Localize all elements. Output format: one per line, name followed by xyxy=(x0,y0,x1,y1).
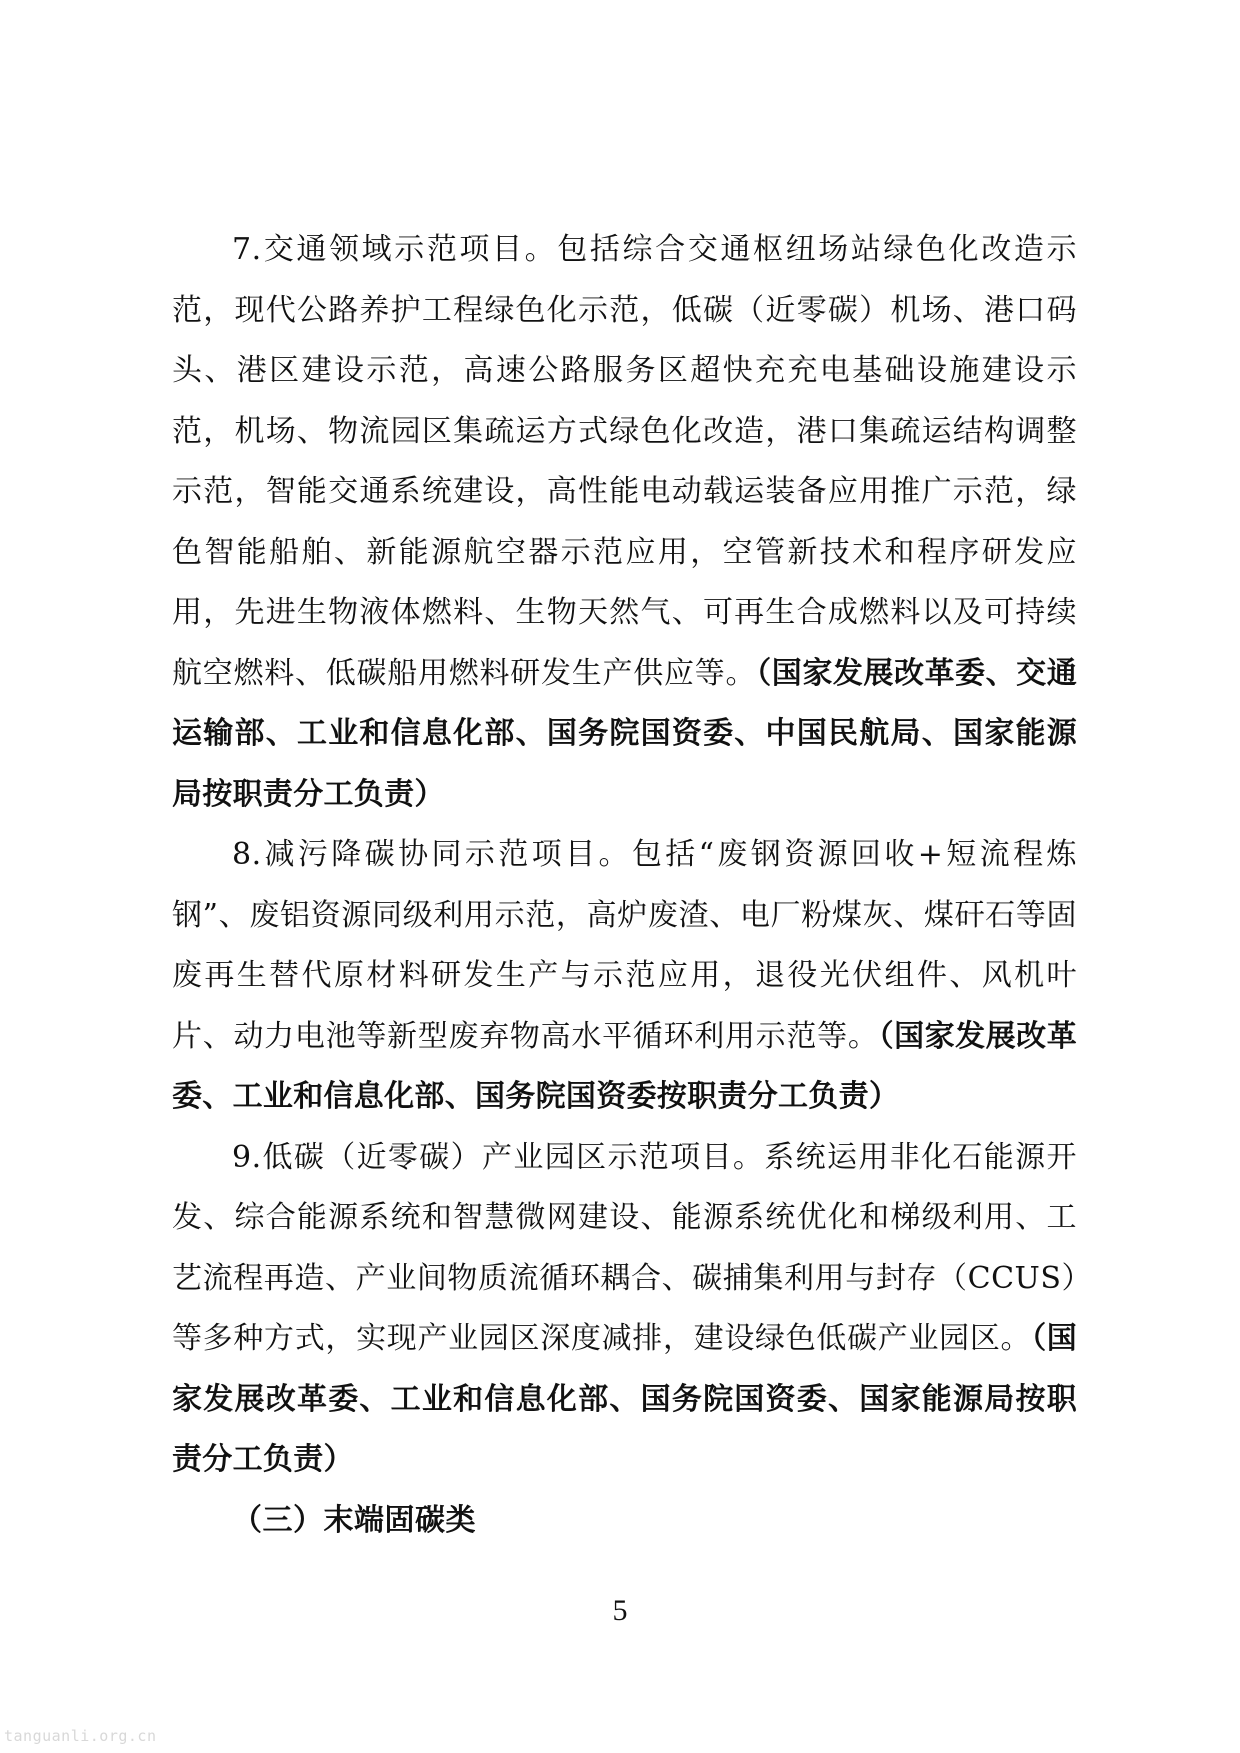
watermark-text: tanguanli.org.cn xyxy=(4,1727,157,1745)
paragraph-lead: 8.减污降碳协同示范项目。 xyxy=(232,837,632,872)
paragraph-text: 包括“废钢资源回收+短流程炼钢”、废铝资源同级利用示范，高炉废渣、电厂粉煤灰、煤矸石等固废再生替代原材料研发生产与示范应用，退役光伏组件、风机叶片、动力电池等新型废弃物高水平循环利用示范等。 xyxy=(172,837,1077,1054)
paragraph-text: 包括综合交通枢纽场站绿色化改造示范，现代公路养护工程绿色化示范，低碳（近零碳）机场、港口码头、港区建设示范，高速公路服务区超快充充电基础设施建设示范，机场、物流园区集疏运方式绿色化改造，港口集疏运结构调整示范，智能交通系统建设，高性能电动载运装备应用推广示范，绿色智能船舶、新能源航空器示范应用，空管新技术和程序研发应用，先进生物液体燃料、生物天然气、可再生合成燃料以及可持续航空燃料、低碳船用燃料研发生产供应等。 xyxy=(172,232,1078,691)
section-heading: （三）末端固碳类 xyxy=(232,1502,476,1538)
paragraph-pollution-carbon xyxy=(172,825,1077,1128)
paragraph-text: 系统运用非化石能源开发、综合能源系统和智慧微网建设、能源系统优化和梯级利用、工艺流程再造、产业间物质流循环耦合、碳捕集利用与封存（CCUS）等多种方式，实现产业园区深度减排，建设绿色低碳产业园区。 xyxy=(172,1139,1078,1356)
responsible-departments: （国家发展改革委、交通运输部、工业和信息化部、国务院国资委、中国民航局、国家能源局按职责分工负责） xyxy=(172,655,1077,812)
responsible-departments: （国家发展改革委、工业和信息化部、国务院国资委、国家能源局按职责分工负责） xyxy=(172,1321,1078,1477)
responsible-departments: （国家发展改革委、工业和信息化部、国务院国资委按职责分工负责） xyxy=(172,1018,1078,1114)
paragraph-lead: 9.低碳（近零碳）产业园区示范项目。 xyxy=(232,1139,765,1175)
paragraph-transport xyxy=(172,220,1077,825)
paragraph-industrial-park xyxy=(172,1128,1077,1491)
page-number: 5 xyxy=(612,1594,628,1627)
paragraph-lead: 7.交通领域示范项目。 xyxy=(232,232,558,267)
document-body xyxy=(172,220,1077,1551)
